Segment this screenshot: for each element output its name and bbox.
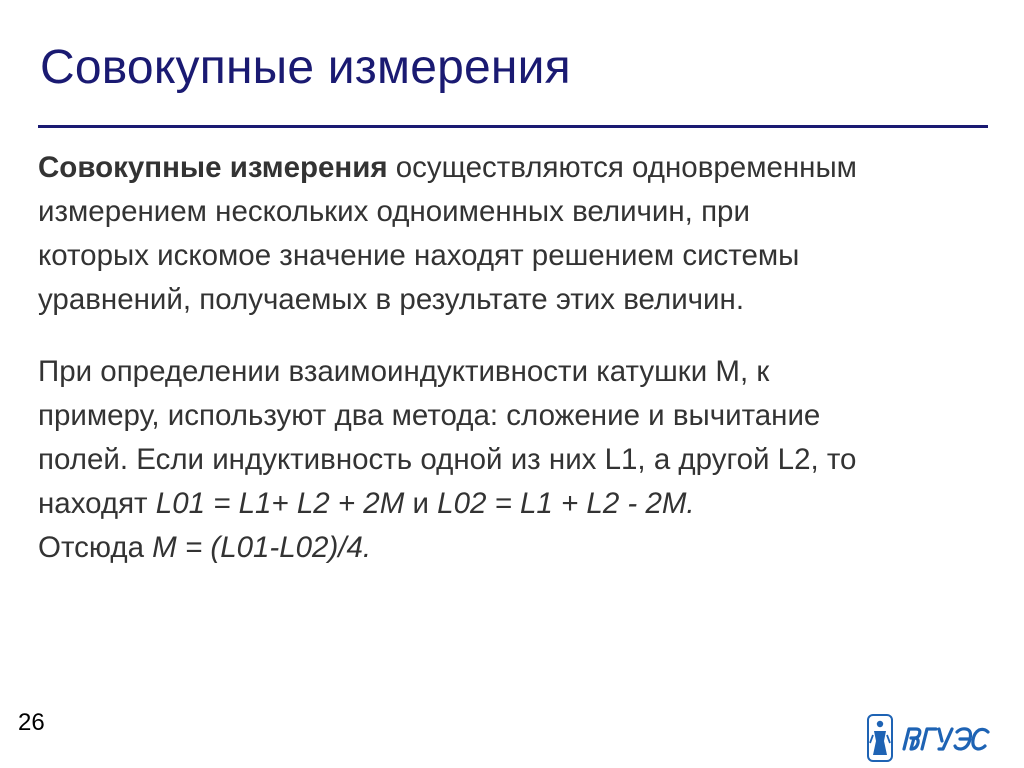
example-line bbox=[38, 526, 998, 570]
university-wordmark bbox=[904, 729, 988, 749]
definition-text: осуществляются одновременным bbox=[387, 151, 857, 184]
example-line: полей. Если индуктивность одной из них L1, а другой L2, то bbox=[38, 443, 857, 476]
example-text: Отсюда bbox=[38, 531, 153, 564]
example-text: и bbox=[404, 487, 438, 520]
definition-paragraph bbox=[38, 146, 998, 322]
example-line bbox=[38, 482, 998, 526]
defined-term: Совокупные измерения bbox=[38, 151, 388, 184]
title-divider bbox=[38, 125, 988, 128]
slide-body bbox=[38, 146, 998, 570]
definition-line: измерением нескольких одноименных величин, при bbox=[38, 195, 750, 228]
slide-title: Совокупные измерения bbox=[40, 41, 571, 94]
university-emblem-icon bbox=[868, 715, 892, 761]
example-line: При определении взаимоиндуктивности катушки М, к bbox=[38, 355, 770, 388]
university-logo bbox=[864, 713, 994, 765]
definition-line: уравнений, получаемых в результате этих величин. bbox=[38, 283, 745, 316]
page-number: 26 bbox=[18, 709, 45, 736]
example-paragraph bbox=[38, 350, 998, 570]
formula-sum: L01 = L1+ L2 + 2M bbox=[155, 487, 405, 520]
formula-result: M = (L01-L02)/4. bbox=[152, 531, 372, 564]
example-line: примеру, используют два метода: сложение и вычитание bbox=[38, 399, 821, 432]
definition-line: которых искомое значение находят решением системы bbox=[38, 239, 800, 272]
definition-line bbox=[38, 146, 998, 190]
example-text: находят bbox=[38, 487, 156, 520]
formula-difference: L02 = L1 + L2 - 2M. bbox=[437, 487, 695, 520]
